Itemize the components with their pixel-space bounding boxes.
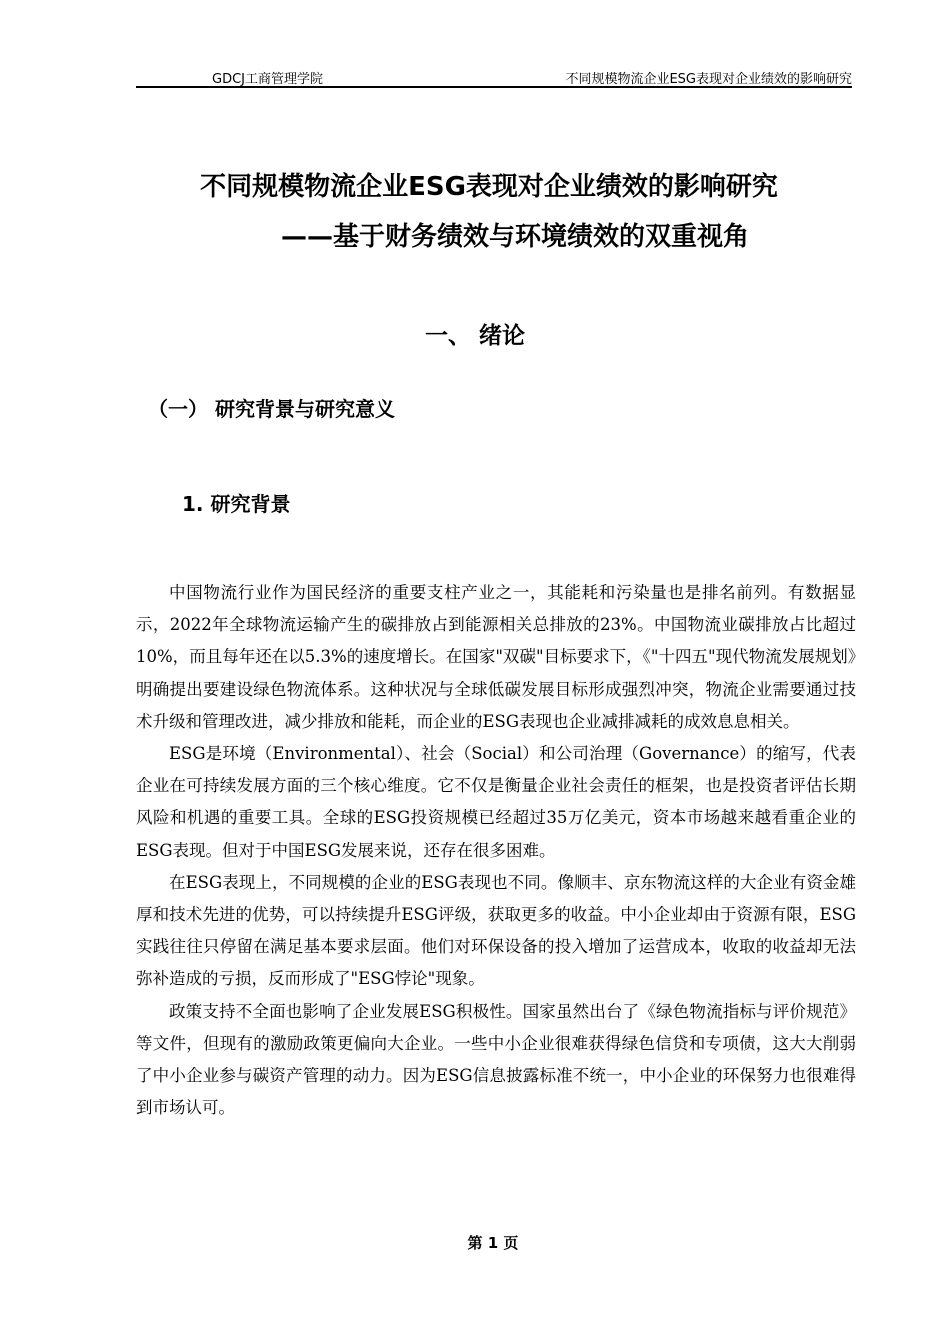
header-running-title: 不同规模物流企业ESG表现对企业绩效的影响研究 [565,72,852,87]
body-paragraph: 在ESG表现上，不同规模的企业的ESG表现也不同。像顺丰、京东物流这样的大企业有资金雄厚和技术先进的优势，可以持续提升ESG评级，获取更多的收益。中小企业却由于资源有限，ESG实践往往只停留在满足基本要求层面。他们对环保设备的投入增加了运营成本，收取的收益却无法弥补造成的亏损，反而形成了"ESG悖论"现象。 [136,872,856,989]
section-heading: （一） 研究背景与研究意义 [148,397,395,421]
page-number: 第 1 页 [467,1234,519,1252]
body-paragraph: 中国物流行业作为国民经济的重要支柱产业之一，其能耗和污染量也是排名前列。有数据显示，2022年全球物流运输产生的碳排放占到能源相关总排放的23%。中国物流业碳排放占比超过10%，而且每年还在以5.3%的速度增长。在国家"双碳"目标要求下，《"十四五"现代物流发展规划》明确提出要建设绿色物流体系。这种状况与全球低碳发展目标形成强烈冲突，物流企业需要通过技术升级和管理改进，减少排放和能耗，而企业的ESG表现也企业减排减耗的成效息息相关。 [136,583,856,731]
header-institution: GDCJ工商管理学院 [212,72,323,87]
document-title: 不同规模物流企业ESG表现对企业绩效的影响研究 [200,172,778,202]
body-paragraph: ESG是环境（Environmental）、社会（Social）和公司治理（Governance）的缩写，代表企业在可持续发展方面的三个核心维度。它不仅是衡量企业社会责任的框架，也是投资者评估长期风险和机遇的重要工具。全球的ESG投资规模已经超过35万亿美元，资本市场越来越看重企业的ESG表现。但对于中国ESG发展来说，还存在很多困难。 [136,744,856,860]
document-subtitle: ——基于财务绩效与环境绩效的双重视角 [280,222,749,252]
body-text [136,577,856,1124]
chapter-heading: 一、 绪论 [424,323,525,349]
body-paragraph: 政策支持不全面也影响了企业发展ESG积极性。国家虽然出台了《绿色物流指标与评价规范》等文件，但现有的激励政策更偏向大企业。一些中小企业很难获得绿色信贷和专项债，这大大削弱了中小企业参与碳资产管理的动力。因为ESG信息披露标准不统一，中小企业的环保努力也很难得到市场认可。 [136,1001,856,1118]
subsection-heading: 1. 研究背景 [182,492,291,516]
header-divider [136,86,852,88]
page-header [136,66,852,86]
